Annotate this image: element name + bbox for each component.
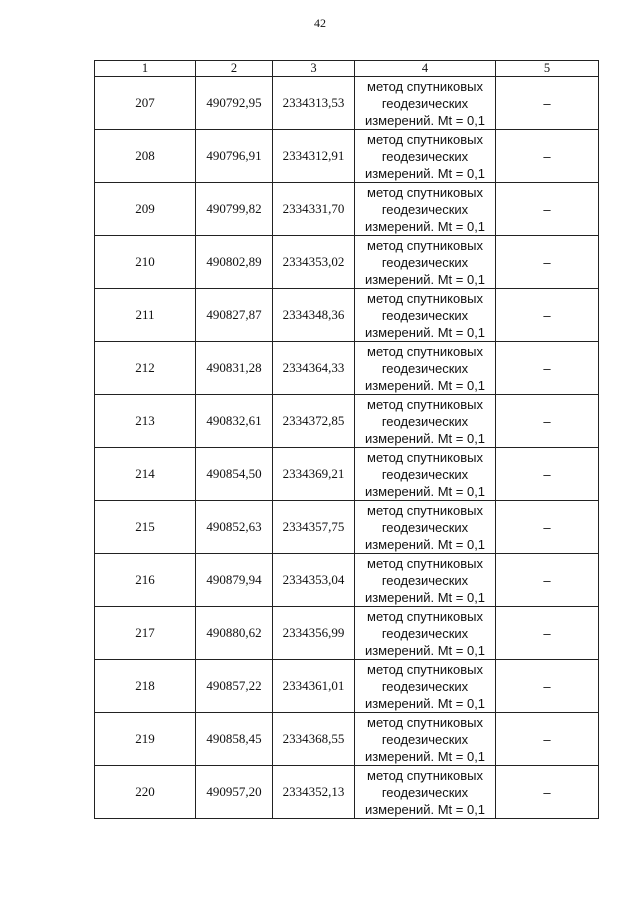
method-line-2: геодезических [381,519,469,535]
point-number-cell: 207 [95,77,196,130]
x-coordinate-cell: 490796,91 [196,130,273,183]
method-line-3: измерений. Mt = 0,1 [364,165,486,181]
column-5-cell: – [496,77,599,130]
method-line-3: измерений. Mt = 0,1 [364,695,486,711]
table-row [95,713,599,766]
column-5-cell: – [496,607,599,660]
column-5-cell: – [496,395,599,448]
point-number-cell: 217 [95,607,196,660]
method-line-3: измерений. Mt = 0,1 [364,377,486,393]
x-coordinate-cell: 490831,28 [196,342,273,395]
column-5-cell: – [496,289,599,342]
x-coordinate-cell: 490854,50 [196,448,273,501]
method-cell [355,660,496,713]
x-coordinate-cell: 490857,22 [196,660,273,713]
method-line-1: метод спутниковых [367,343,483,359]
method-line-3: измерений. Mt = 0,1 [364,218,486,234]
x-coordinate-cell: 490858,45 [196,713,273,766]
method-line-2: геодезических [381,254,469,270]
y-coordinate-cell: 2334352,13 [273,766,355,819]
method-line-2: геодезических [381,678,469,694]
coordinates-table [94,60,599,819]
method-line-2: геодезических [381,572,469,588]
column-5-cell: – [496,766,599,819]
y-coordinate-cell: 2334313,53 [273,77,355,130]
table-row [95,77,599,130]
table-row [95,395,599,448]
y-coordinate-cell: 2334369,21 [273,448,355,501]
point-number-cell: 219 [95,713,196,766]
y-coordinate-cell: 2334364,33 [273,342,355,395]
method-line-1: метод спутниковых [367,502,483,518]
column-5-cell: – [496,342,599,395]
method-line-1: метод спутниковых [367,555,483,571]
table-row [95,342,599,395]
y-coordinate-cell: 2334353,02 [273,236,355,289]
header-col-4: 4 [355,61,496,77]
point-number-cell: 220 [95,766,196,819]
x-coordinate-cell: 490802,89 [196,236,273,289]
method-line-3: измерений. Mt = 0,1 [364,589,486,605]
point-number-cell: 214 [95,448,196,501]
column-5-cell: – [496,713,599,766]
point-number-cell: 213 [95,395,196,448]
column-5-cell: – [496,554,599,607]
method-cell [355,183,496,236]
method-line-2: геодезических [381,201,469,217]
method-line-2: геодезических [381,360,469,376]
x-coordinate-cell: 490957,20 [196,766,273,819]
y-coordinate-cell: 2334312,91 [273,130,355,183]
method-line-1: метод спутниковых [367,184,483,200]
method-line-3: измерений. Mt = 0,1 [364,112,486,128]
method-line-2: геодезических [381,413,469,429]
method-cell [355,607,496,660]
method-line-1: метод спутниковых [367,767,483,783]
method-line-2: геодезических [381,95,469,111]
method-cell [355,713,496,766]
method-line-3: измерений. Mt = 0,1 [364,748,486,764]
method-line-1: метод спутниковых [367,396,483,412]
method-line-2: геодезических [381,784,469,800]
method-line-3: измерений. Mt = 0,1 [364,271,486,287]
column-5-cell: – [496,660,599,713]
table-row [95,130,599,183]
y-coordinate-cell: 2334353,04 [273,554,355,607]
y-coordinate-cell: 2334357,75 [273,501,355,554]
method-line-1: метод спутниковых [367,131,483,147]
y-coordinate-cell: 2334348,36 [273,289,355,342]
method-line-2: геодезических [381,148,469,164]
method-line-1: метод спутниковых [367,661,483,677]
method-cell [355,236,496,289]
column-5-cell: – [496,236,599,289]
method-line-2: геодезических [381,731,469,747]
point-number-cell: 209 [95,183,196,236]
point-number-cell: 211 [95,289,196,342]
method-line-3: измерений. Mt = 0,1 [364,801,486,817]
y-coordinate-cell: 2334356,99 [273,607,355,660]
table-row [95,554,599,607]
point-number-cell: 210 [95,236,196,289]
table-row [95,448,599,501]
x-coordinate-cell: 490799,82 [196,183,273,236]
method-line-1: метод спутниковых [367,608,483,624]
x-coordinate-cell: 490827,87 [196,289,273,342]
point-number-cell: 212 [95,342,196,395]
column-5-cell: – [496,501,599,554]
method-cell [355,289,496,342]
y-coordinate-cell: 2334331,70 [273,183,355,236]
table-row [95,236,599,289]
method-cell [355,130,496,183]
method-line-2: геодезических [381,466,469,482]
method-line-1: метод спутниковых [367,290,483,306]
header-col-5: 5 [496,61,599,77]
x-coordinate-cell: 490880,62 [196,607,273,660]
point-number-cell: 218 [95,660,196,713]
method-line-1: метод спутниковых [367,449,483,465]
y-coordinate-cell: 2334368,55 [273,713,355,766]
column-5-cell: – [496,448,599,501]
method-cell [355,448,496,501]
method-line-3: измерений. Mt = 0,1 [364,324,486,340]
y-coordinate-cell: 2334361,01 [273,660,355,713]
x-coordinate-cell: 490792,95 [196,77,273,130]
method-line-3: измерений. Mt = 0,1 [364,430,486,446]
table-row [95,766,599,819]
point-number-cell: 215 [95,501,196,554]
column-5-cell: – [496,130,599,183]
table-header-row [95,61,599,77]
x-coordinate-cell: 490852,63 [196,501,273,554]
header-col-2: 2 [196,61,273,77]
table-row [95,660,599,713]
method-line-3: измерений. Mt = 0,1 [364,536,486,552]
method-cell [355,77,496,130]
x-coordinate-cell: 490879,94 [196,554,273,607]
method-line-1: метод спутниковых [367,714,483,730]
method-line-3: измерений. Mt = 0,1 [364,642,486,658]
method-line-2: геодезических [381,625,469,641]
table-row [95,289,599,342]
header-col-3: 3 [273,61,355,77]
method-line-1: метод спутниковых [367,237,483,253]
y-coordinate-cell: 2334372,85 [273,395,355,448]
method-line-3: измерений. Mt = 0,1 [364,483,486,499]
column-5-cell: – [496,183,599,236]
method-cell [355,766,496,819]
header-col-1: 1 [95,61,196,77]
table-row [95,607,599,660]
method-line-2: геодезических [381,307,469,323]
method-cell [355,554,496,607]
x-coordinate-cell: 490832,61 [196,395,273,448]
page-number: 42 [314,16,326,30]
method-line-1: метод спутниковых [367,78,483,94]
table-row [95,501,599,554]
method-cell [355,342,496,395]
method-cell [355,501,496,554]
point-number-cell: 216 [95,554,196,607]
table-row [95,183,599,236]
method-cell [355,395,496,448]
point-number-cell: 208 [95,130,196,183]
